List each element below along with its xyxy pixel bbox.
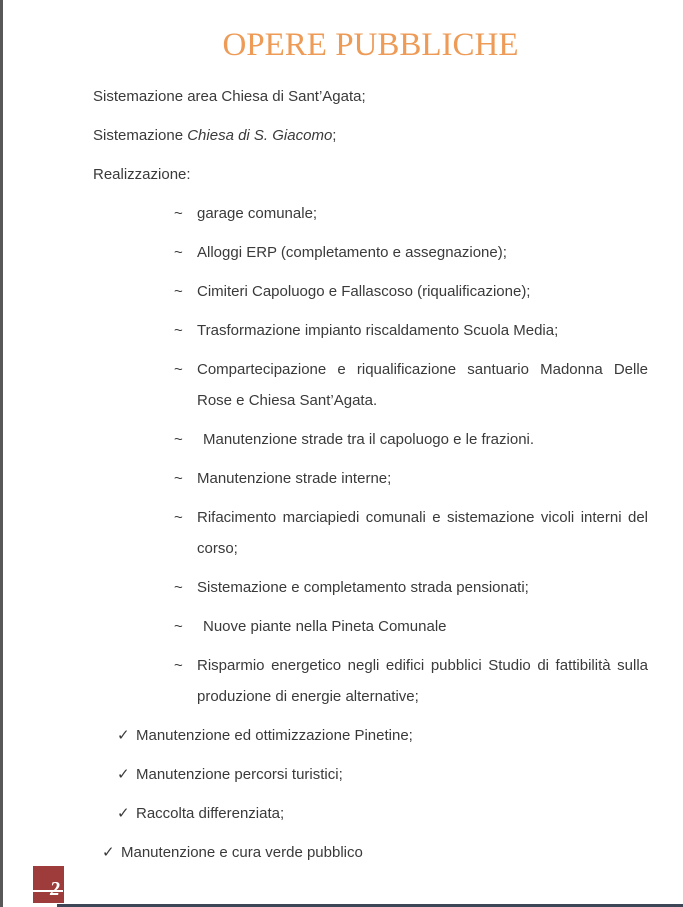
tilde-bullet: ~ <box>174 579 183 596</box>
list-item <box>117 798 648 829</box>
list-item <box>174 424 648 455</box>
list-item <box>174 611 648 642</box>
list-item-text: garage comunale; <box>197 205 318 222</box>
page-left-border <box>0 0 3 907</box>
tilde-bullet: ~ <box>174 361 183 378</box>
list-item <box>174 502 648 564</box>
list-item-text: Risparmio energetico negli edifici pubblici Studio di fattibilità sulla produzione di energie alternative; <box>197 657 648 705</box>
list-item <box>174 276 648 307</box>
list-item-text: Manutenzione strade interne; <box>197 470 392 487</box>
tilde-bullet: ~ <box>174 509 183 526</box>
tilde-bullet: ~ <box>174 283 183 300</box>
list-item-text: Manutenzione e cura verde pubblico <box>121 844 363 861</box>
paragraph-italic-text: Chiesa di S. Giacomo <box>187 127 333 144</box>
page-title: OPERE PUBBLICHE <box>222 27 519 63</box>
page-number: 2 <box>50 878 60 900</box>
list-item-text: Manutenzione ed ottimizzazione Pinetine; <box>136 727 413 744</box>
tilde-bullet: ~ <box>174 431 183 448</box>
tilde-bullet: ~ <box>174 470 183 487</box>
page-content <box>93 0 648 876</box>
list-item-text: Rifacimento marciapiedi comunali e sistemazione vicoli interni del corso; <box>197 509 648 557</box>
page-number-badge <box>33 866 64 903</box>
tilde-bullet: ~ <box>174 322 183 339</box>
list-item <box>174 237 648 268</box>
list-item-text: Sistemazione e completamento strada pensionati; <box>197 579 529 596</box>
paragraph-text: Sistemazione <box>93 127 188 144</box>
check-icon: ✓ <box>117 766 130 783</box>
check-icon: ✓ <box>102 844 115 861</box>
list-item <box>117 720 648 751</box>
paragraph: Sistemazione area Chiesa di Sant’Agata; <box>93 88 366 105</box>
list-item <box>174 650 648 712</box>
list-item-text: Trasformazione impianto riscaldamento Scuola Media; <box>197 322 559 339</box>
list-item <box>102 837 648 868</box>
check-icon: ✓ <box>117 727 130 744</box>
list-item-text: Cimiteri Capoluogo e Fallascoso (riqualificazione); <box>197 283 531 300</box>
list-item <box>174 572 648 603</box>
list-item <box>174 198 648 229</box>
list-item <box>174 315 648 346</box>
list-item <box>174 463 648 494</box>
list-item <box>174 354 648 416</box>
check-icon: ✓ <box>117 805 130 822</box>
tilde-bullet: ~ <box>174 657 183 674</box>
list-item-text: Alloggi ERP (completamento e assegnazione); <box>197 244 507 261</box>
list-item-text: Manutenzione strade tra il capoluogo e le frazioni. <box>203 431 535 448</box>
paragraph <box>93 120 648 151</box>
tilde-bullet: ~ <box>174 244 183 261</box>
list-item <box>117 759 648 790</box>
paragraph-text: ; <box>332 127 337 144</box>
list-item-text: Compartecipazione e riqualificazione santuario Madonna Delle Rose e Chiesa Sant’Agata. <box>197 361 648 409</box>
list-item-text: Raccolta differenziata; <box>136 805 285 822</box>
tilde-bullet: ~ <box>174 618 183 635</box>
paragraph: Realizzazione: <box>93 166 191 183</box>
list-item-text: Nuove piante nella Pineta Comunale <box>203 618 447 635</box>
tilde-bullet: ~ <box>174 205 183 222</box>
list-item-text: Manutenzione percorsi turistici; <box>136 766 343 783</box>
